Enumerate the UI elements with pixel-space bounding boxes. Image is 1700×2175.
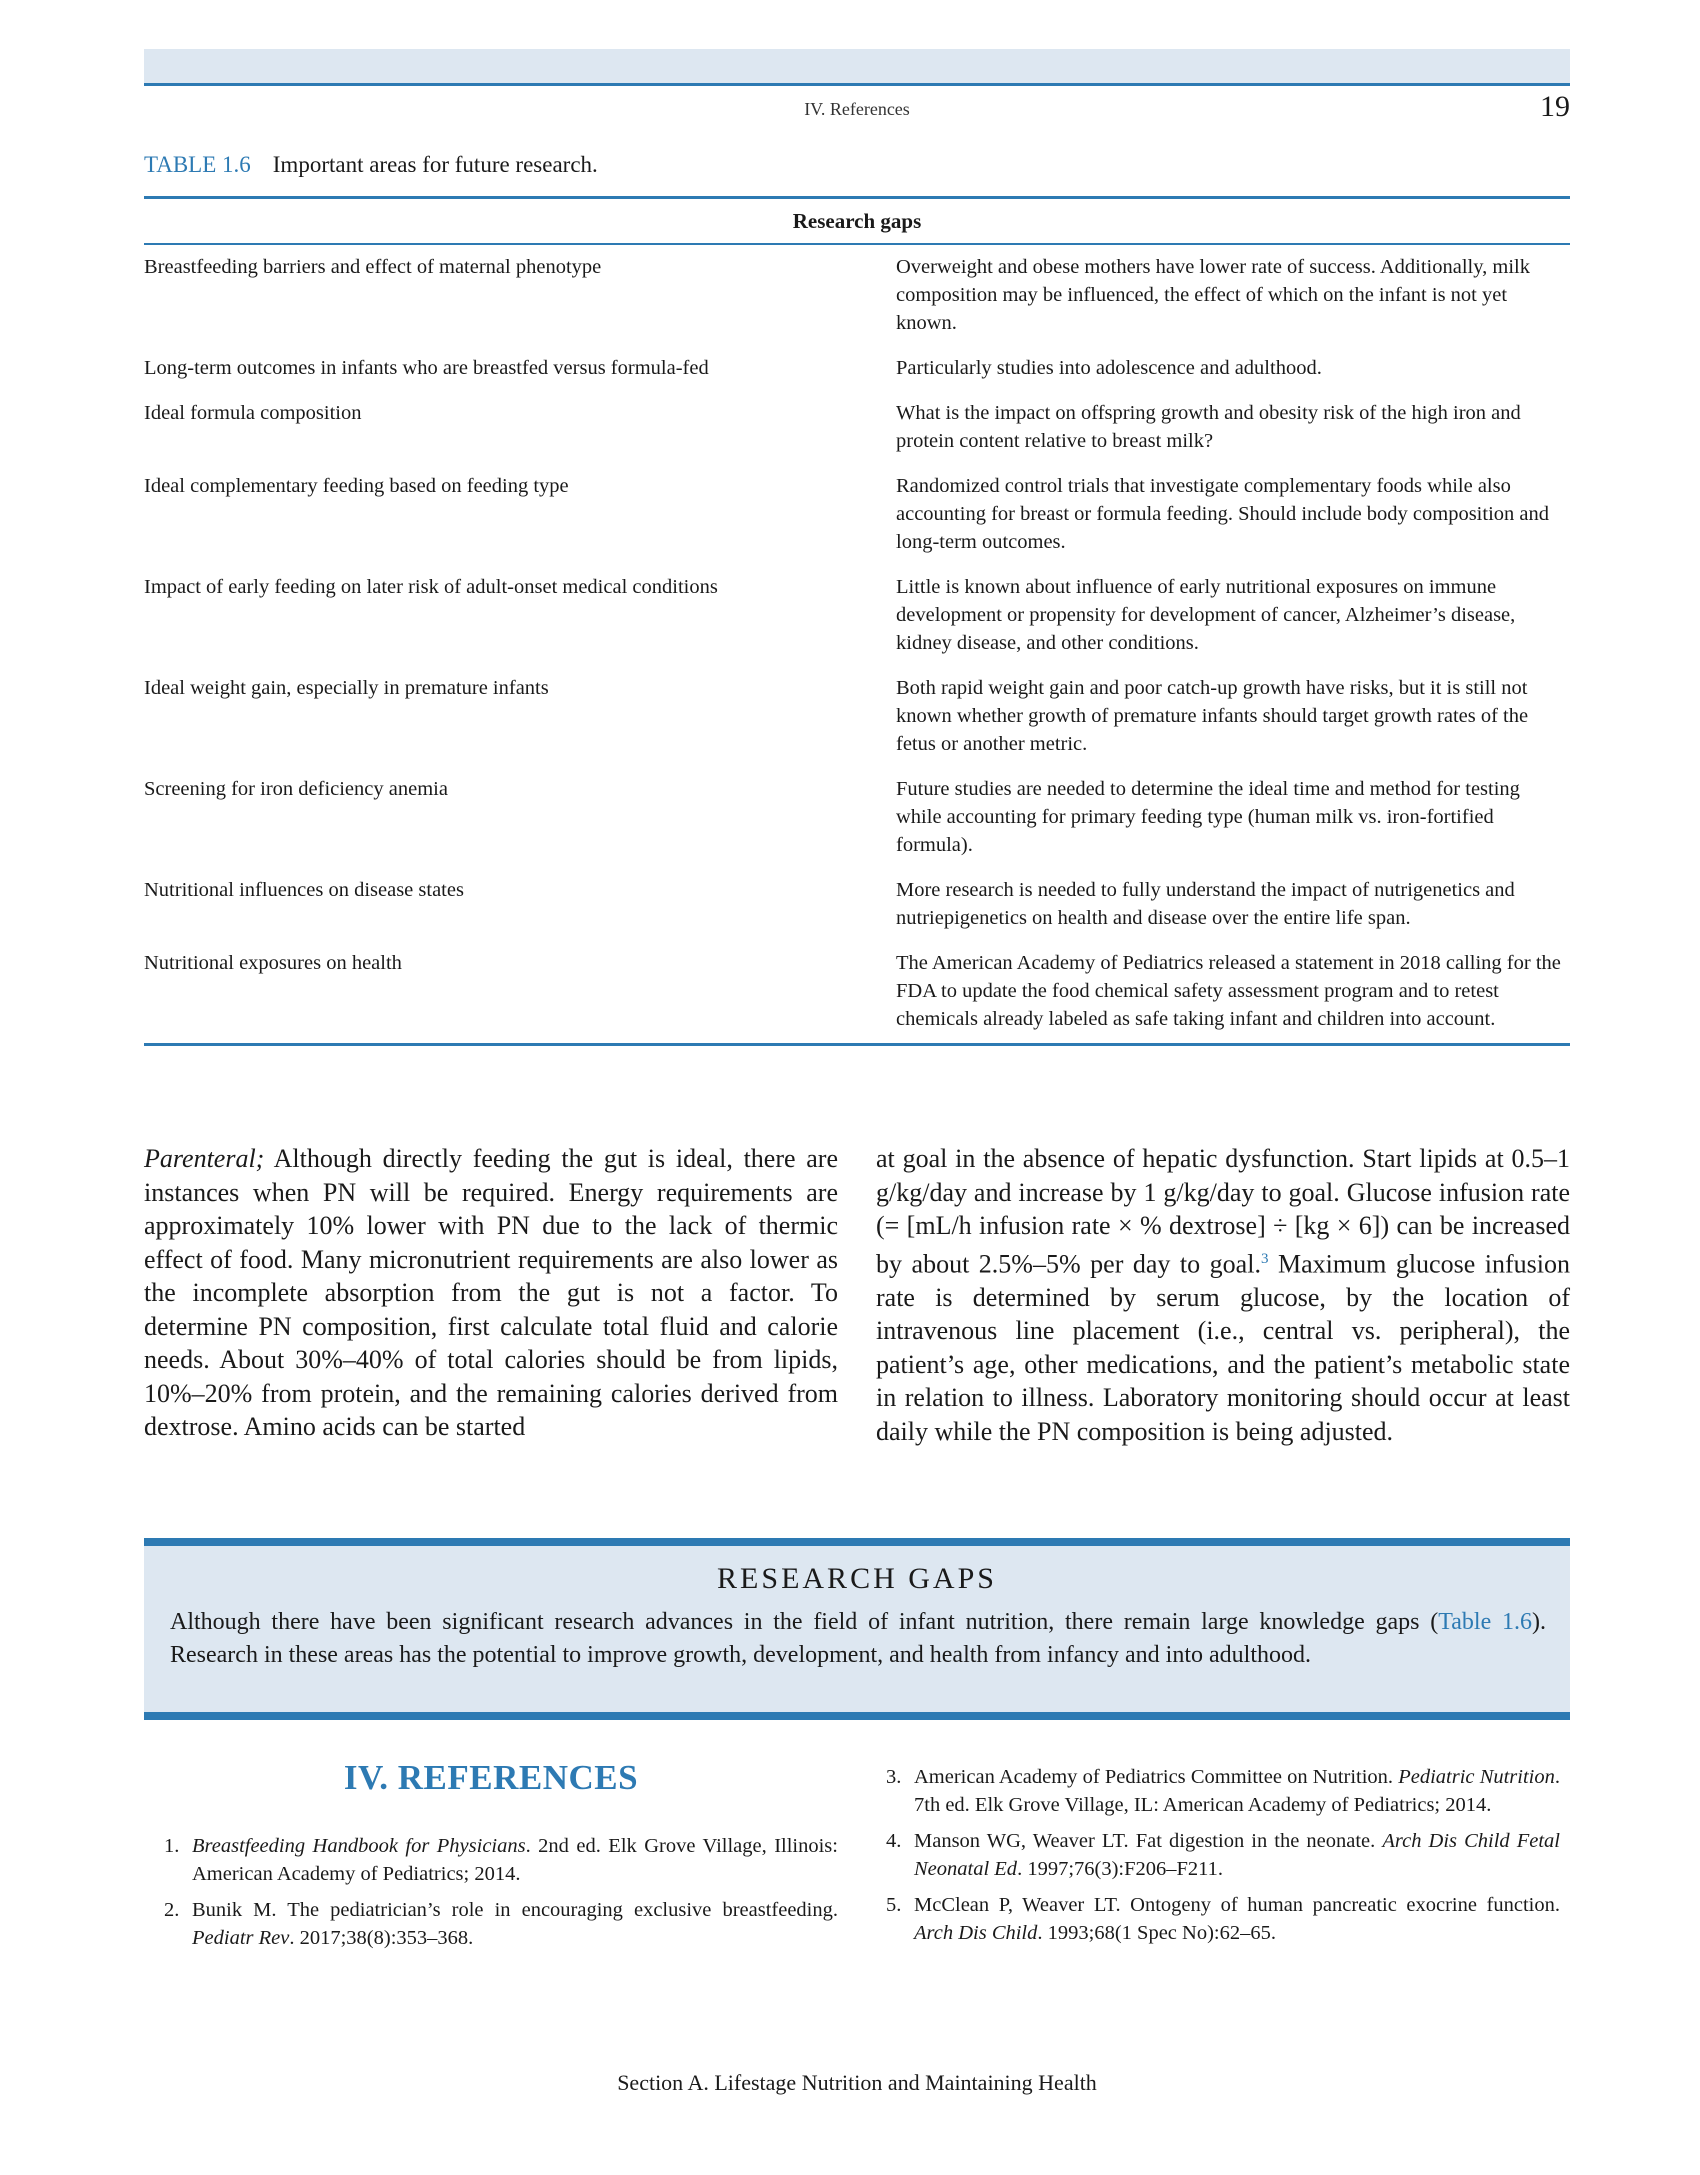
- reference-number: 3.: [886, 1766, 902, 1788]
- table-row: [144, 775, 1570, 859]
- table-header: Research gaps: [144, 199, 1570, 245]
- table-row: [144, 354, 1570, 382]
- reference-title-italic: Pediatric Nutrition: [1398, 1766, 1555, 1788]
- table-cell-detail: Randomized control trials that investigate complementary foods while also accounting for breast or formula feeding. Should include body composition and long-term outcomes.: [896, 475, 1549, 553]
- reference-rest: . 2017;38(8):353‒368.: [289, 1927, 474, 1949]
- reference-item: [164, 1832, 838, 1888]
- table-cell-detail: Little is known about influence of early nutritional exposures on immune development or propensity for development of cancer, Alzheimer’s disease, kidney disease, and other conditions.: [896, 576, 1516, 654]
- reference-rest: . 1993;68(1 Spec No):62‒65.: [1037, 1922, 1276, 1944]
- reference-pre: Manson WG, Weaver LT. Fat digestion in the neonate.: [914, 1830, 1383, 1852]
- reference-list-right: [886, 1763, 1560, 1955]
- table-row: [144, 949, 1570, 1033]
- table-caption-text: Important areas for future research.: [272, 152, 598, 177]
- reference-item: [886, 1763, 1560, 1819]
- body-paragraph-right-a: at goal in the absence of hepatic dysfunction. Start lipids at 0.5‒1 g/kg/day and increase by 1 g/kg/day to goal. Glucose infusion rate (= [mL/h infusion rate × % dextrose] ÷ [kg × 6]) can be increased by about 2.5%‒5% per day to goal.: [876, 1144, 1570, 1279]
- citation-link[interactable]: 3: [1260, 1250, 1269, 1267]
- table-row: [144, 876, 1570, 932]
- reference-item: [164, 1896, 838, 1952]
- reference-pre: Bunik M. The pediatrician’s role in encouraging exclusive breastfeeding.: [192, 1899, 838, 1921]
- table-row: [144, 399, 1570, 455]
- table-cell-topic: Nutritional influences on disease states: [144, 879, 464, 901]
- table-cell-detail: Future studies are needed to determine the ideal time and method for testing while accounting for primary feeding type (human milk vs. iron-fortified formula).: [896, 778, 1520, 856]
- table-cell-topic: Ideal complementary feeding based on feeding type: [144, 475, 569, 497]
- body-paragraph-left: Although directly feeding the gut is ideal, there are instances when PN will be required. Energy requirements are approximately 10% lower with PN due to the lack of thermic effect of food. Many micronutrient requirements are also lower as the incomplete absorption from the gut is not a factor. To determine PN composition, first calculate total fluid and calorie needs. About 30%‒40% of total calories should be from lipids, 10%‒20% from protein, and the remaining calories derived from dextrose. Amino acids can be started: [144, 1144, 838, 1441]
- page-footer: Section A. Lifestage Nutrition and Maintaining Health: [617, 2070, 1097, 2095]
- reference-number: 2.: [164, 1899, 180, 1921]
- reference-title-italic: Pediatr Rev: [192, 1927, 290, 1949]
- references-title: IV. REFERENCES: [343, 1758, 639, 1797]
- reference-pre: American Academy of Pediatrics Committee on Nutrition.: [914, 1766, 1399, 1788]
- reference-rest: . 7th ed. Elk Grove Village, IL: American Academy of Pediatrics; 2014.: [914, 1766, 1560, 1816]
- page-number: 19: [1540, 90, 1570, 123]
- body-text: [144, 1142, 1570, 1448]
- reference-number: 4.: [886, 1830, 902, 1852]
- table-cell-detail: Overweight and obese mothers have lower rate of success. Additionally, milk composition may be influenced, the effect of which on the infant is not yet known.: [896, 256, 1530, 334]
- reference-text: [914, 1891, 1560, 1947]
- table-cell-detail: What is the impact on offspring growth and obesity risk of the high iron and protein content relative to breast milk?: [896, 402, 1521, 452]
- reference-pre: McClean P, Weaver LT. Ontogeny of human pancreatic exocrine function.: [914, 1894, 1560, 1916]
- body-lead-italic: Parenteral;: [144, 1144, 265, 1173]
- table-caption-label: TABLE 1.6: [144, 152, 251, 177]
- table-cell-topic: Breastfeeding barriers and effect of maternal phenotype: [144, 256, 602, 278]
- reference-item: [886, 1827, 1560, 1883]
- table-cell-detail: More research is needed to fully understand the impact of nutrigenetics and nutriepigenetics on health and disease over the entire life span.: [896, 879, 1515, 929]
- reference-text: [914, 1763, 1560, 1819]
- table-row: [144, 253, 1570, 337]
- reference-text: [914, 1827, 1560, 1883]
- table-link[interactable]: Table 1.6: [1438, 1609, 1532, 1635]
- research-gaps-box: [144, 1538, 1570, 1720]
- reference-rest: . 2nd ed. Elk Grove Village, Illinois: American Academy of Pediatrics; 2014.: [192, 1835, 838, 1885]
- reference-item: [886, 1891, 1560, 1947]
- table-cell-detail: Both rapid weight gain and poor catch-up growth have risks, but it is still not known whether growth of premature infants should target growth rates of the fetus or another metric.: [896, 677, 1529, 755]
- body-paragraph-right-b: Maximum glucose infusion rate is determined by serum glucose, by the location of intravenous line placement (i.e., central vs. peripheral), the patient’s age, other medications, and the patient’s metabolic state in relation to illness. Laboratory monitoring should occur at least daily while the PN composition is being adjusted.: [876, 1249, 1570, 1446]
- research-gaps-text: [170, 1606, 1546, 1672]
- reference-number: 5.: [886, 1894, 902, 1916]
- research-gaps-text-a: Although there have been significant research advances in the field of infant nutrition, there remain large knowledge gaps (: [170, 1609, 1439, 1635]
- research-gaps-title: RESEARCH GAPS: [717, 1562, 997, 1595]
- reference-list-left: [164, 1832, 838, 1960]
- table-cell-detail: Particularly studies into adolescence and adulthood.: [896, 357, 1322, 379]
- reference-text: [192, 1832, 838, 1888]
- table-body: [144, 245, 1570, 1043]
- table-cell-topic: Screening for iron deficiency anemia: [144, 778, 448, 800]
- research-gaps-table: [144, 196, 1570, 1046]
- reference-title-italic: Breastfeeding Handbook for Physicians: [192, 1835, 526, 1857]
- reference-title-italic: Arch Dis Child Fetal Neonatal Ed: [914, 1830, 1560, 1880]
- reference-number: 1.: [164, 1835, 180, 1857]
- running-head: IV. References: [804, 99, 910, 119]
- table-cell-topic: Long-term outcomes in infants who are breastfed versus formula-fed: [144, 357, 709, 379]
- research-gaps-text-b: ). Research in these areas has the potential to improve growth, development, and health from infancy and into adulthood.: [170, 1609, 1546, 1668]
- table-row: [144, 674, 1570, 758]
- table-cell-detail: The American Academy of Pediatrics released a statement in 2018 calling for the FDA to update the food chemical safety assessment program and to retest chemicals already labeled as safe taking infant and children into account.: [896, 952, 1561, 1030]
- table-cell-topic: Ideal weight gain, especially in premature infants: [144, 677, 549, 699]
- table-cell-topic: Ideal formula composition: [144, 402, 362, 424]
- body-column-right: [876, 1142, 1570, 1448]
- header-band: [144, 49, 1570, 86]
- reference-text: [192, 1896, 838, 1952]
- body-column-left: [144, 1142, 838, 1448]
- table-caption: [144, 152, 598, 178]
- reference-rest: . 1997;76(3):F206‒F211.: [1017, 1858, 1224, 1880]
- table-cell-topic: Nutritional exposures on health: [144, 952, 402, 974]
- table-cell-topic: Impact of early feeding on later risk of adult-onset medical conditions: [144, 576, 718, 598]
- table-row: [144, 573, 1570, 657]
- table-row: [144, 472, 1570, 556]
- reference-title-italic: Arch Dis Child: [914, 1922, 1038, 1944]
